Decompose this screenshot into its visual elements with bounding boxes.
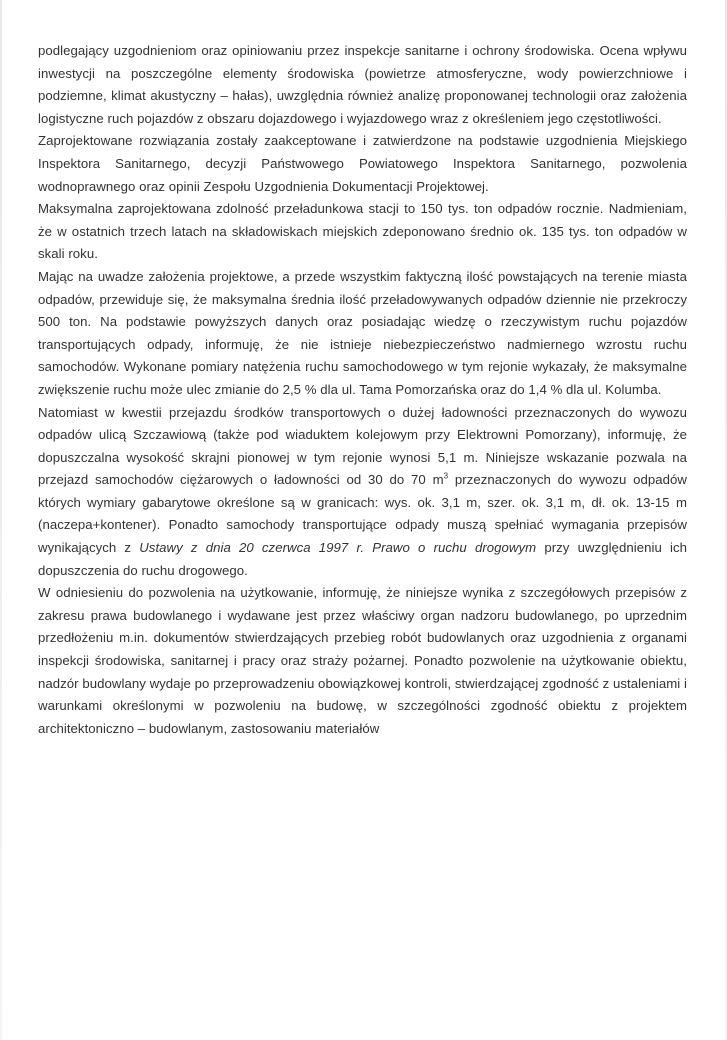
transport-text-end: przy uwzględnieniu ich dopuszczenia do ruchu drogowego. [38,540,687,578]
transport-text-start: Natomiast w kwestii przejazdu środków transportowych o dużej ładowności przeznaczonych do wywozu odpadów ulicą Szczawiową (także pod wiaduktem kolejowym przy Elektrowni Pomorzany), informuję, że dopuszczalna wysokość skrajni pionowej w tym rejonie wynosi 5,1 m. Niniejsze wskazanie pozwala na przejazd samochodów ciężarowych o ładowności od 30 do 70 m [38,404,687,488]
paragraph-environmental-assessment: podlegający uzgodnieniom oraz opiniowaniu przez inspekcje sanitarne i ochrony środowiska. Ocena wpływu inwestycji na poszczególne elementy środowiska (powietrze atmosferyczne, wody powierzchniowe i podziemne, klimat akustyczny – hałas), uwzględnia również analizę proponowanej technologii oraz założenia logistyczne ruch pojazdów z obszaru dojazdowego i wyjazdowego wraz z określeniem jego częstotliwości. [38,43,687,126]
paragraph-capacity: Maksymalna zaprojektowana zdolność przeładunkowa stacji to 150 tys. ton odpadów rocznie. Nadmieniam, że w ostatnich trzech latach na składowiskach miejskich zdeponowano średnio ok. 135 tys. ton odpadów w skali roku. [38,201,687,262]
paragraph-approvals: Zaprojektowane rozwiązania zostały zaakceptowane i zatwierdzone na podstawie uzgodnienia Miejskiego Inspektora Sanitarnego, decyzji Państwowego Powiatowego Inspektora Sanitarnego, pozwolenia wodnoprawnego oraz opinii Zespołu Uzgodnienia Dokumentacji Projektowej. [38,133,687,194]
paragraph-transport [38,402,687,583]
cubic-superscript: 3 [443,471,449,481]
paragraph-traffic: Mając na uwadze założenia projektowe, a przede wszystkim faktyczną ilość powstających na terenie miasta odpadów, przewiduje się, że maksymalna średnia ilość przeładowywanych odpadów dziennie nie przekroczy 500 ton. Na podstawie powyższych danych oraz posiadając wiedzę o rzeczywistym ruchu pojazdów transportujących odpady, informuję, że nie istnieje niebezpieczeństwo nadmiernego wzrostu ruchu samochodów. Wykonane pomiary natężenia ruchu samochodowego w tym rejonie wykazały, że maksymalne zwiększenie ruchu może ulec zmianie do 2,5 % dla ul. Tama Pomorzańska oraz do 1,4 % dla ul. Kolumba. [38,268,687,397]
transport-text-middle: przeznaczonych do wywozu odpadów których wymiary gabarytowe określone są w granicach: wys. ok. 3,1 m, szer. ok. 3,1 m, dł. ok. 13-15 m (naczepa+kontener). Ponadto samochody transportujące odpady muszą spełniać wymagania przepisów wynikających z [38,472,688,556]
law-reference: Ustawy z dnia 20 czerwca 1997 r. Prawo o ruchu drogowym [139,540,537,556]
paragraph-occupancy-permit: W odniesieniu do pozwolenia na użytkowanie, informuję, że niniejsze wynika z szczegółowych przepisów z zakresu prawa budowlanego i wydawane jest przez właściwy organ nadzoru budowlanego, po uprzednim przedłożeniu m.in. dokumentów stwierdzających przebieg robót budowlanych oraz uzgodnienia z organami inspekcji środowiska, sanitarnej i pracy oraz straży pożarnej. Ponadto pozwolenie na użytkowanie obiektu, nadzór budowlany wydaje po przeprowadzeniu obowiązkowej kontroli, stwierdzającej zgodność z ustaleniami i warunkami określonymi w pozwoleniu na budowę, w szczególności zgodność obiektu z projektem architektoniczno – budowlanym, zastosowaniu materiałów [38,585,687,736]
scan-edge-left [0,0,2,1040]
